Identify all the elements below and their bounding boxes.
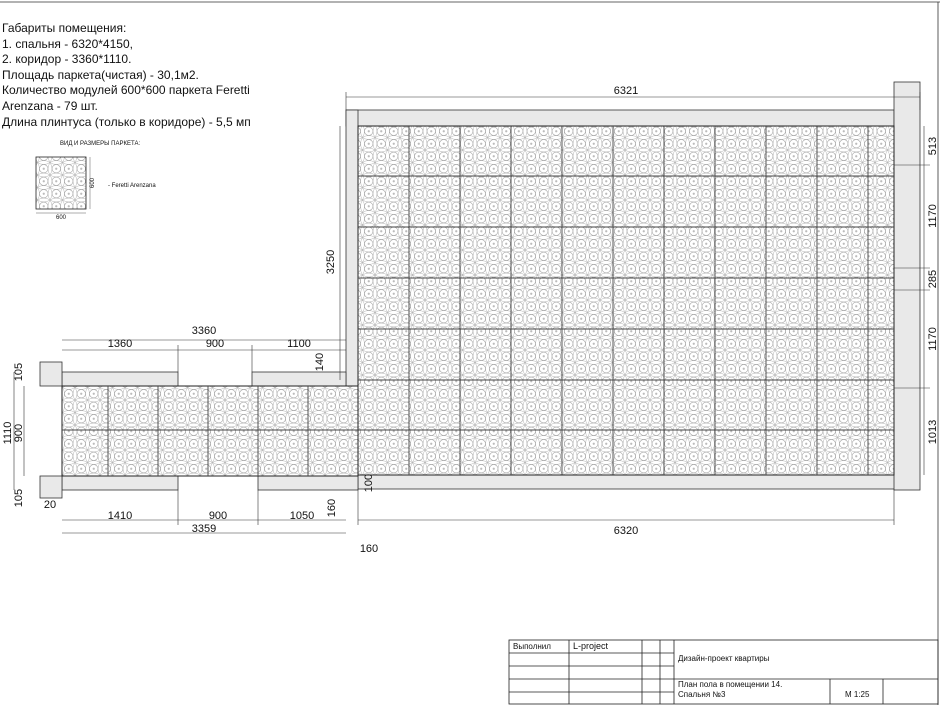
dim-100: 100 — [363, 473, 375, 493]
dim-20: 20 — [43, 499, 57, 511]
dim-cor-left-top: 105 — [13, 362, 25, 382]
notes-area: Площадь паркета(чистая) - 30,1м2. — [2, 67, 199, 82]
dim-cor-bottom-3: 1050 — [289, 510, 315, 522]
performer-label: Выполнил — [513, 642, 551, 651]
notes-heading: Габариты помещения: — [2, 21, 127, 35]
dim-bed-bottom: 6320 — [613, 525, 639, 537]
scale: М 1:25 — [845, 690, 870, 699]
notes-modules-count: Arenzana - 79 шт. — [2, 98, 98, 113]
dim-cor-bottom-2: 900 — [208, 510, 228, 522]
performer-name: L-project — [573, 641, 609, 651]
dim-right-3: 285 — [927, 269, 939, 289]
dim-cor-left-bottom: 105 — [13, 488, 25, 508]
dim-cor-total-bottom: 3359 — [191, 523, 217, 535]
dim-140: 140 — [314, 352, 326, 372]
dim-right-4: 1170 — [927, 327, 939, 351]
sheet-title-line2: Спальня №3 — [678, 690, 726, 699]
dim-cor-left-inner: 900 — [13, 423, 25, 443]
dim-cor-top-1: 1360 — [107, 338, 133, 350]
parquet-sample — [36, 157, 90, 213]
corridor-floor — [62, 386, 358, 476]
notes-bedroom: 1. спальня - 6320*4150, — [2, 36, 133, 51]
dim-cor-left-total: 1110 — [2, 421, 14, 445]
dim-cor-top-2: 900 — [205, 338, 225, 350]
dim-right-5: 1013 — [927, 419, 939, 445]
dim-160-horizontal: 160 — [359, 543, 379, 555]
dim-bed-left: 3250 — [325, 249, 337, 275]
bedroom-floor — [358, 126, 894, 475]
legend-title: ВИД И РАЗМЕРЫ ПАРКЕТА: — [60, 141, 141, 147]
legend-dim-height: 600 — [90, 177, 96, 189]
legend-label: - Feretti Arenzana — [108, 183, 156, 189]
dim-cor-bottom-1: 1410 — [107, 510, 133, 522]
notes-modules: Количество модулей 600*600 паркета Feretti — [2, 83, 250, 98]
sheet-title-line1: План пола в помещении 14. — [678, 680, 783, 689]
room-notes — [2, 21, 251, 130]
dim-right-1: 513 — [927, 136, 939, 156]
dim-cor-top-3: 1100 — [287, 338, 311, 350]
dim-160-vertical: 160 — [326, 498, 338, 518]
dim-bed-top: 6321 — [613, 85, 639, 97]
dim-cor-total-top: 3360 — [191, 325, 217, 337]
notes-corridor: 2. коридор - 3360*1110. — [2, 52, 132, 67]
dim-right-2: 1170 — [927, 204, 939, 228]
notes-skirting: Длина плинтуса (только в коридоре) - 5,5 мп — [2, 114, 251, 129]
project-title: Дизайн-проект квартиры — [678, 654, 770, 663]
legend-dim-width: 600 — [55, 215, 67, 221]
